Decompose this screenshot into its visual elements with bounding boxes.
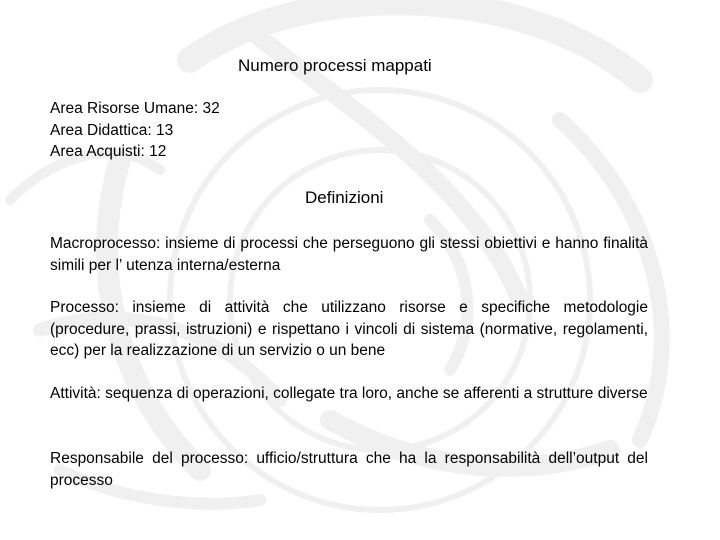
definitions-heading: Definizioni: [305, 188, 384, 207]
stat-line: Area Acquisti: 12: [50, 143, 167, 160]
stat-line: Area Didattica: 13: [50, 121, 174, 139]
stats-list: [50, 98, 220, 163]
definition-macroprocesso: Macroprocesso: insieme di processi che perseguono gli stessi obiettivi e hanno finalità simili per l’ utenza interna/esterna: [50, 235, 648, 274]
stat-line: Area Risorse Umane: 32: [50, 100, 220, 117]
slide-title: Numero processi mappati: [238, 56, 432, 75]
definition-responsabile: Responsabile del processo: ufficio/struttura che ha la responsabilità dell’output del processo: [50, 450, 648, 489]
definition-attivita: Attività: sequenza di operazioni, collegate tra loro, anche se afferenti a strutture diverse: [50, 385, 648, 402]
definition-processo: Processo: insieme di attività che utilizzano risorse e specifiche metodologie (procedure, prassi, istruzioni) e rispettano i vincoli di sistema (normative, regolamenti, ecc) per la realizzazione di un servizio o un bene: [50, 299, 648, 359]
